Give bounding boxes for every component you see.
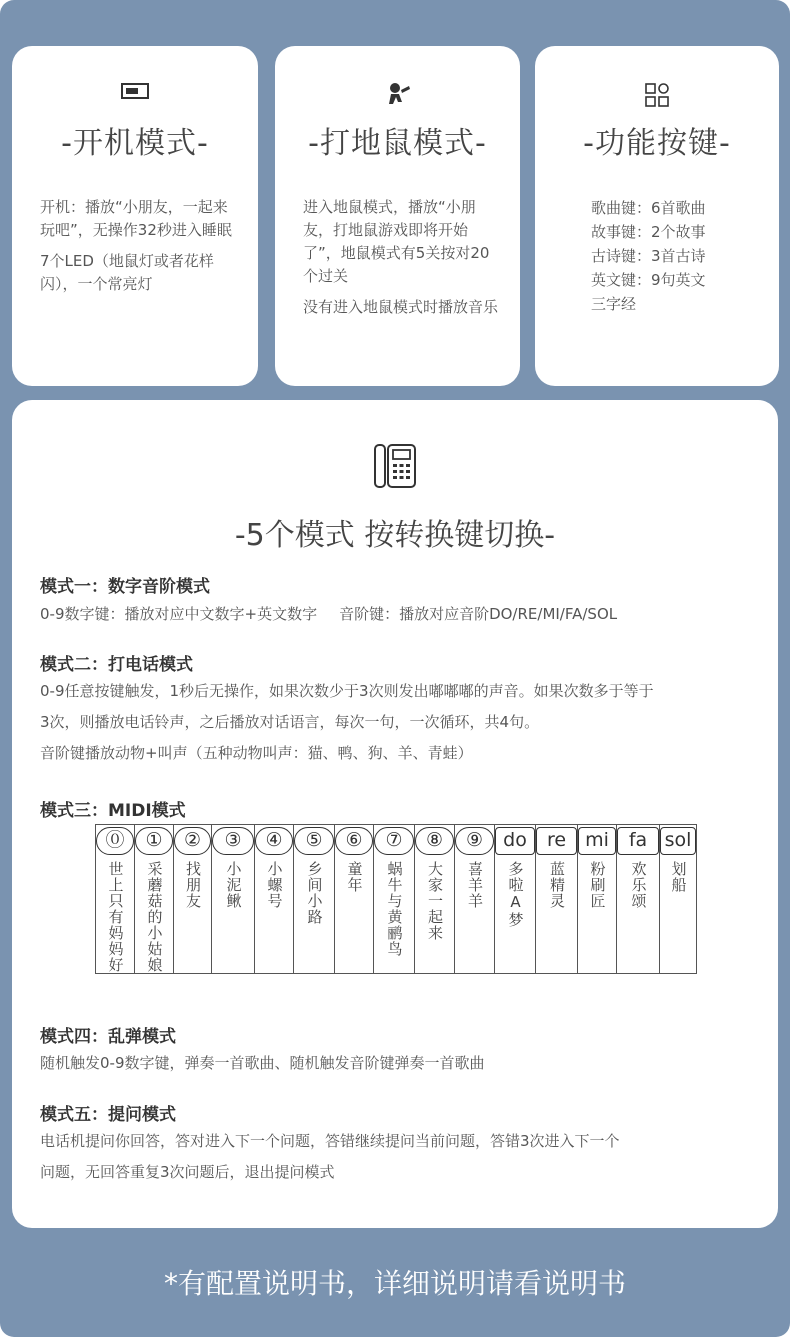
midi-song-name: 划船 xyxy=(669,861,688,893)
card-title: -功能按键- xyxy=(583,126,731,161)
footer-note: *有配置说明书，详细说明请看说明书 xyxy=(163,1267,626,1300)
midi-key-cell xyxy=(660,825,697,974)
midi-key-label: do xyxy=(495,827,535,855)
card-body xyxy=(303,196,500,327)
midi-song-name: 大家一起来 xyxy=(426,861,444,941)
midi-song-name: 采蘑菇的小姑娘 xyxy=(145,861,164,973)
midi-key-cell xyxy=(212,825,255,974)
function-key-line: 歌曲键：6首歌曲 xyxy=(591,199,706,217)
midi-key-cell xyxy=(96,825,135,974)
midi-key-label: re xyxy=(536,827,577,855)
mode2-line: 0-9任意按键触发，1秒后无操作，如果次数少于3次则发出嘟嘟嘟的声音。如果次数多于等于 xyxy=(40,682,654,700)
midi-table xyxy=(95,824,697,974)
mode2-line: 3次，则播放电话铃声，之后播放对话语言，每次一句，一次循环，共4句。 xyxy=(40,713,540,731)
mode1-text xyxy=(40,599,760,630)
midi-key-label: ⑤ xyxy=(294,827,334,855)
card-body xyxy=(591,196,759,316)
midi-song-name: 童年 xyxy=(345,861,364,893)
mode5-line: 电话机提问你回答，答对进入下一个问题，答错继续提问当前问题，答错3次进入下一个 xyxy=(40,1132,620,1150)
midi-song-name: 乡间小路 xyxy=(305,861,324,925)
grid-keys-icon xyxy=(535,82,779,108)
midi-key-label: ① xyxy=(135,827,173,855)
midi-key-label: ⑨ xyxy=(455,827,494,855)
midi-key-cell xyxy=(578,825,617,974)
mode5-heading: 模式五：提问模式 xyxy=(40,1105,176,1125)
mode2-heading: 模式二：打电话模式 xyxy=(40,655,193,675)
mode5-text xyxy=(40,1126,760,1188)
mode1-heading: 模式一：数字音阶模式 xyxy=(40,577,210,597)
midi-key-cell xyxy=(536,825,578,974)
mode1-scale-keys: 音阶键：播放对应音阶DO/RE/MI/FA/SOL xyxy=(339,605,618,623)
mode1-digit-keys: 0-9数字键：播放对应中文数字+英文数字 xyxy=(40,605,318,623)
card-paragraph: 没有进入地鼠模式时播放音乐 xyxy=(303,298,499,316)
midi-key-label: ③ xyxy=(212,827,254,855)
midi-key-cell xyxy=(294,825,335,974)
midi-key-label: ⓪ xyxy=(96,827,134,855)
midi-song-name: 粉刷匠 xyxy=(588,861,607,909)
midi-key-cell xyxy=(495,825,536,974)
midi-song-name: 小螺号 xyxy=(265,861,284,909)
card-paragraph: 开机：播放“小朋友，一起来玩吧”，无操作32秒进入睡眠 xyxy=(40,198,232,239)
card-body xyxy=(40,196,238,304)
phone-keypad-icon xyxy=(12,442,778,492)
mode2-line: 音阶键播放动物+叫声（五种动物叫声：猫、鸭、狗、羊、青蛙） xyxy=(40,744,473,762)
midi-key-cell xyxy=(174,825,212,974)
midi-song-name: 蜗牛与黄鹂鸟 xyxy=(385,861,404,957)
midi-key-label: ⑥ xyxy=(335,827,373,855)
card-five-modes xyxy=(12,400,778,1228)
function-key-line: 三字经 xyxy=(591,295,637,313)
section-title: -5个模式 按转换键切换- xyxy=(234,518,556,553)
card-function-keys xyxy=(535,46,779,386)
card-paragraph: 进入地鼠模式，播放“小朋友，打地鼠游戏即将开始了”，地鼠模式有5关按对20个过关 xyxy=(303,198,490,285)
midi-song-name: 蓝精灵 xyxy=(548,861,566,909)
midi-key-label: mi xyxy=(578,827,616,855)
midi-song-name: 多啦A梦 xyxy=(506,861,525,928)
midi-song-name: 小泥鳅 xyxy=(224,861,243,909)
mode3-heading: 模式三：MIDI模式 xyxy=(40,801,186,821)
midi-key-label: ④ xyxy=(255,827,293,855)
function-key-line: 古诗键：3首古诗 xyxy=(591,247,706,265)
card-title: -开机模式- xyxy=(61,126,209,161)
midi-key-cell xyxy=(255,825,294,974)
midi-key-cell xyxy=(335,825,374,974)
midi-key-label: ⑧ xyxy=(415,827,454,855)
midi-key-cell xyxy=(415,825,455,974)
midi-key-label: sol xyxy=(660,827,696,855)
function-key-line: 故事键：2个故事 xyxy=(591,223,706,241)
mode2-text xyxy=(40,676,760,769)
card-power-mode xyxy=(12,46,258,386)
battery-switch-icon xyxy=(12,82,258,108)
mode4-heading: 模式四：乱弹模式 xyxy=(40,1027,176,1047)
function-key-line: 英文键：9句英文 xyxy=(591,271,706,289)
midi-key-label: ② xyxy=(174,827,211,855)
mole-hit-icon xyxy=(275,82,520,108)
midi-key-label: fa xyxy=(617,827,659,855)
midi-key-cell xyxy=(135,825,174,974)
midi-song-name: 欢乐颂 xyxy=(629,861,648,909)
midi-row xyxy=(96,825,697,974)
mode4-text: 随机触发0-9数字键，弹奏一首歌曲、随机触发音阶键弹奏一首歌曲 xyxy=(40,1054,485,1072)
mode5-line: 问题，无回答重复3次问题后，退出提问模式 xyxy=(40,1163,335,1181)
card-title: -打地鼠模式- xyxy=(308,126,487,161)
midi-key-label: ⑦ xyxy=(374,827,414,855)
midi-key-cell xyxy=(617,825,660,974)
midi-song-name: 喜羊羊 xyxy=(466,861,484,909)
midi-key-cell xyxy=(374,825,415,974)
card-paragraph: 7个LED（地鼠灯或者花样闪），一个常亮灯 xyxy=(40,252,214,293)
card-whack-mole-mode xyxy=(275,46,520,386)
midi-song-name: 找朋友 xyxy=(184,861,202,909)
midi-song-name: 世上只有妈妈好 xyxy=(106,861,125,973)
midi-key-cell xyxy=(455,825,495,974)
